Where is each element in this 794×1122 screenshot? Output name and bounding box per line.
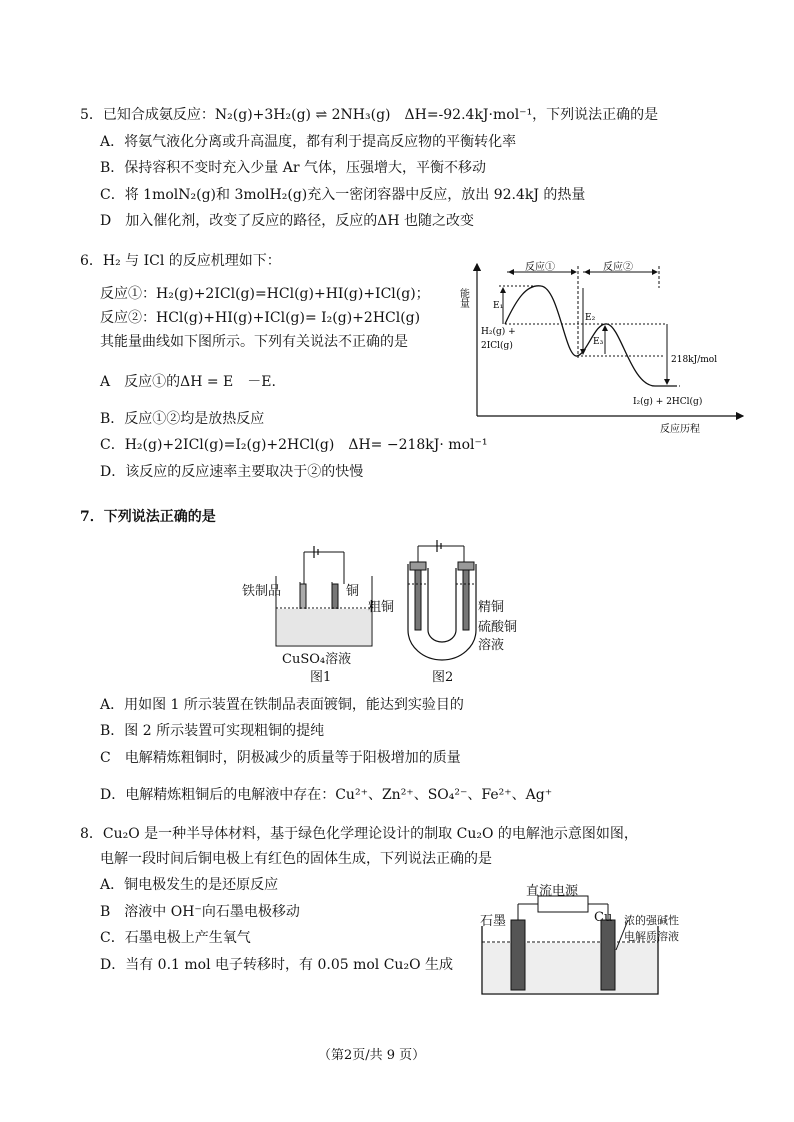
q6-option-b: B．反应①②均是放热反应 — [100, 411, 265, 427]
products-label: I₂(g) + 2HCl(g) — [633, 397, 703, 407]
e3-label: E₃ — [593, 337, 604, 347]
reaction-2-label: 反应② — [603, 262, 633, 273]
figure-1-electroplating — [272, 546, 382, 656]
figure-2-refining — [402, 538, 482, 664]
q6-ask: 其能量曲线如下图所示。下列有关说法不正确的是 — [100, 334, 408, 350]
q8-option-d: D．当有 0.1 mol 电子转移时，有 0.05 mol Cu₂O 生成 — [100, 957, 453, 973]
q7-option-a: A．用如图 1 所示装置在铁制品表面镀铜，能达到实验目的 — [100, 697, 464, 713]
q8-solution-label-1: 浓的强碱性 — [624, 914, 679, 927]
reactants-label-2: 2ICl(g) — [481, 341, 513, 351]
x-axis-label: 反应历程 — [660, 424, 700, 435]
energy-diagram — [455, 258, 755, 438]
q6-option-d: D．该反应的反应速率主要取决于②的快慢 — [100, 464, 364, 480]
q8-option-a: A．铜电极发生的是还原反应 — [100, 877, 279, 893]
q8-option-b: B 溶液中 OH⁻向石墨电极移动 — [100, 904, 300, 920]
q6-reaction-1: 反应①：H₂(g)+2ICl(g)=HCl(g)+HI(g)+ICl(g)； — [100, 286, 430, 302]
fig2-caption: 图2 — [432, 670, 454, 685]
q7-option-d: D．电解精炼粗铜后的电解液中存在：Cu²⁺、Zn²⁺、SO₄²⁻、Fe²⁺、Ag⁺ — [100, 787, 553, 803]
fig2-solution-label-1: 硫酸铜 — [478, 620, 518, 635]
figure-q8-electrolysis — [478, 890, 688, 998]
q7-option-b: B．图 2 所示装置可实现粗铜的提纯 — [100, 723, 325, 739]
q5-option-d: D 加入催化剂，改变了反应的路径，反应的ΔH 也随之改变 — [100, 213, 474, 229]
reactants-label-1: H₂(g) + — [481, 327, 516, 337]
fig1-solution-label: CuSO₄溶液 — [282, 652, 352, 667]
q8-stem-line-1: 8．Cu₂O 是一种半导体材料，基于绿色化学理论设计的制取 Cu₂O 的电解池示意图如图， — [80, 826, 638, 842]
y-axis-label: 能量 — [457, 288, 469, 308]
q5-option-c: C．将 1molN₂(g)和 3molH₂(g)充入一密闭容器中反应，放出 92.4kJ 的热量 — [100, 187, 586, 203]
fig1-left-electrode-label: 铁制品 — [242, 584, 282, 599]
q5-option-a: A．将氨气液化分离或升高温度，都有利于提高反应物的平衡转化率 — [100, 134, 517, 150]
q8-solution-label-2: 电解质溶液 — [624, 930, 679, 943]
q8-stem-line-2: 电解一段时间后铜电极上有红色的固体生成，下列说法正确的是 — [100, 851, 492, 867]
q6-stem: 6．H₂ 与 ICl 的反应机理如下： — [80, 253, 281, 269]
energy-curve — [505, 286, 677, 386]
fig1-caption: 图1 — [310, 670, 332, 685]
delta-h-label: 218kJ/mol — [671, 355, 718, 365]
fig1-right-electrode-label: 铜 — [346, 584, 360, 599]
q5-option-b: B．保持容积不变时充入少量 Ar 气体，压强增大，平衡不移动 — [100, 160, 486, 176]
q8-power-label: 直流电源 — [526, 884, 579, 899]
q7-stem: 7．下列说法正确的是 — [80, 509, 216, 525]
q5-stem: 5．已知合成氨反应：N₂(g)+3H₂(g) ⇌ 2NH₃(g) ΔH=-92.4kJ·mol⁻¹，下列说法正确的是 — [80, 107, 659, 123]
page-footer: （第2页/共 9 页） — [318, 1048, 426, 1063]
reaction-1-label: 反应① — [525, 262, 555, 273]
q8-option-c: C．石墨电极上产生氧气 — [100, 930, 251, 946]
fig2-right-electrode-label: 精铜 — [478, 600, 505, 615]
q7-option-c: C 电解精炼粗铜时，阴极减少的质量等于阳极增加的质量 — [100, 750, 461, 766]
q6-option-a: A 反应①的ΔH = E －E. — [100, 374, 276, 390]
fig2-solution-label-2: 溶液 — [478, 638, 505, 653]
q6-option-c: C．H₂(g)+2ICl(g)=I₂(g)+2HCl(g) ΔH= −218kJ· mol⁻¹ — [100, 437, 488, 453]
q6-reaction-2: 反应②：HCl(g)+HI(g)+ICl(g)= I₂(g)+2HCl(g) — [100, 310, 421, 326]
q8-right-electrode-label: Cu — [594, 910, 613, 925]
fig2-left-electrode-label: 粗铜 — [368, 600, 395, 615]
e1-label: E₁ — [493, 301, 504, 311]
e2-label: E₂ — [585, 313, 596, 323]
q8-left-electrode-label: 石墨 — [480, 914, 507, 929]
